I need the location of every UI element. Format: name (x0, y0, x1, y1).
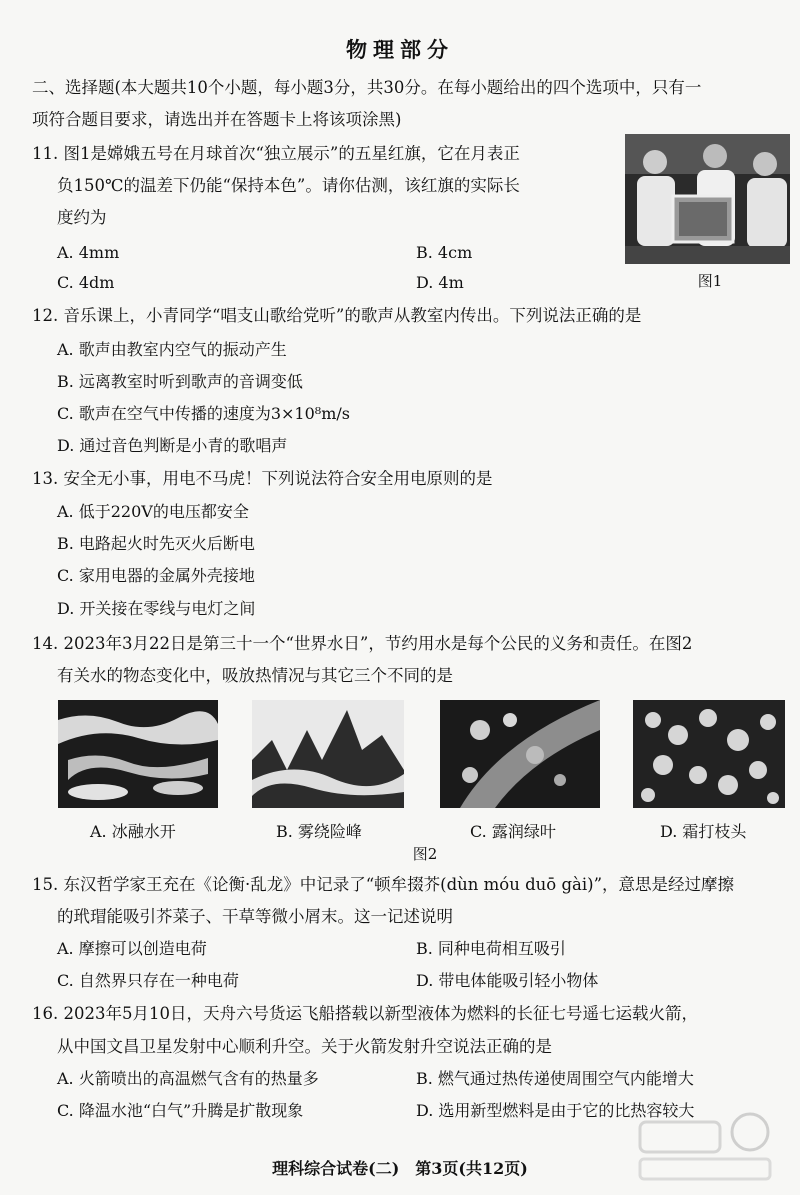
q13-option-c: C. 家用电器的金属外壳接地 (57, 566, 255, 585)
section-title: 物理部分 (346, 37, 454, 62)
q14-option-c: C. 露润绿叶 (470, 822, 556, 841)
instructions-line-2: 项符合题目要求，请选出并在答题卡上将该项涂黑) (32, 110, 402, 129)
q14-stem-line-2: 有关水的物态变化中，吸放热情况与其它三个不同的是 (57, 666, 453, 685)
q11-option-b: B. 4cm (416, 243, 473, 262)
q15-option-d: D. 带电体能吸引轻小物体 (416, 971, 599, 990)
q11-option-a: A. 4mm (57, 243, 120, 262)
figure-1-caption: 图1 (697, 272, 723, 290)
q13-stem: 13. 安全无小事，用电不马虎！下列说法符合安全用电原则的是 (32, 469, 493, 488)
figure-2-image-a (58, 700, 218, 808)
q15-stem-line-1: 15. 东汉哲学家王充在《论衡·乱龙》中记录了“顿牟掇芥(dùn móu duō gài)”，意思是经过摩擦 (32, 875, 735, 894)
figure-1-scientists-image (625, 134, 790, 264)
q15-option-b: B. 同种电荷相互吸引 (416, 939, 566, 958)
q12-stem: 12. 音乐课上，小青同学“唱支山歌给党听”的歌声从教室内传出。下列说法正确的是 (32, 306, 642, 325)
figure-1-photo (625, 134, 790, 264)
q13-option-a: A. 低于220V的电压都安全 (57, 502, 249, 521)
q14-option-a: A. 冰融水开 (90, 822, 176, 841)
q14-option-d: D. 霜打枝头 (660, 822, 747, 841)
q16-option-a: A. 火箭喷出的高温燃气含有的热量多 (57, 1069, 319, 1088)
ice-melting-image (58, 700, 218, 808)
q11-option-c: C. 4dm (57, 273, 115, 292)
q16-option-d: D. 选用新型燃料是由于它的比热容较大 (416, 1101, 695, 1120)
q13-option-b: B. 电路起火时先灭火后断电 (57, 534, 255, 553)
q16-option-b: B. 燃气通过热传递使周围空气内能增大 (416, 1069, 694, 1088)
figure-2-image-c (440, 700, 600, 808)
q14-stem-line-1: 14. 2023年3月22日是第三十一个“世界水日”，节约用水是每个公民的义务和责任。在图2 (32, 634, 693, 653)
q16-stem-line-1: 16. 2023年5月10日，天舟六号货运飞船搭载以新型液体为燃料的长征七号遥七运载火箭， (32, 1004, 698, 1023)
q14-option-b: B. 雾绕险峰 (276, 822, 362, 841)
q12-option-d: D. 通过音色判断是小青的歌唱声 (57, 436, 288, 455)
figure-2-image-d (633, 700, 785, 808)
watermark-logo (630, 1107, 780, 1187)
frost-branch-image (633, 700, 785, 808)
q16-stem-line-2: 从中国文昌卫星发射中心顺利升空。关于火箭发射升空说法正确的是 (57, 1037, 552, 1056)
q11-stem-line-1: 11. 图1是嫦娥五号在月球首次“独立展示”的五星红旗，它在月表正 (32, 144, 520, 163)
q12-option-a: A. 歌声由教室内空气的振动产生 (57, 340, 287, 359)
q15-stem-line-2: 的玳瑁能吸引芥菜子、干草等微小屑末。这一记述说明 (57, 907, 453, 926)
q16-option-c: C. 降温水池“白气”升腾是扩散现象 (57, 1101, 304, 1120)
q11-option-d: D. 4m (416, 273, 464, 292)
q15-option-a: A. 摩擦可以创造电荷 (57, 939, 207, 958)
q12-option-b: B. 远离教室时听到歌声的音调变低 (57, 372, 303, 391)
figure-2-caption: 图2 (412, 845, 438, 863)
dew-leaf-image (440, 700, 600, 808)
q15-option-c: C. 自然界只存在一种电荷 (57, 971, 239, 990)
q13-option-d: D. 开关接在零线与电灯之间 (57, 599, 256, 618)
q11-stem-line-2: 负150℃的温差下仍能“保持本色”。请你估测，该红旗的实际长 (57, 176, 520, 195)
q12-option-c: C. 歌声在空气中传播的速度为3×10⁸m/s (57, 404, 350, 423)
fog-mountain-image (252, 700, 404, 808)
page-footer: 理科综合试卷(二) 第3页(共12页) (272, 1159, 528, 1178)
q11-stem-line-3: 度约为 (57, 208, 107, 227)
figure-2-image-b (252, 700, 404, 808)
instructions-line-1: 二、选择题(本大题共10个小题，每小题3分，共30分。在每小题给出的四个选项中，只有一 (32, 78, 702, 97)
